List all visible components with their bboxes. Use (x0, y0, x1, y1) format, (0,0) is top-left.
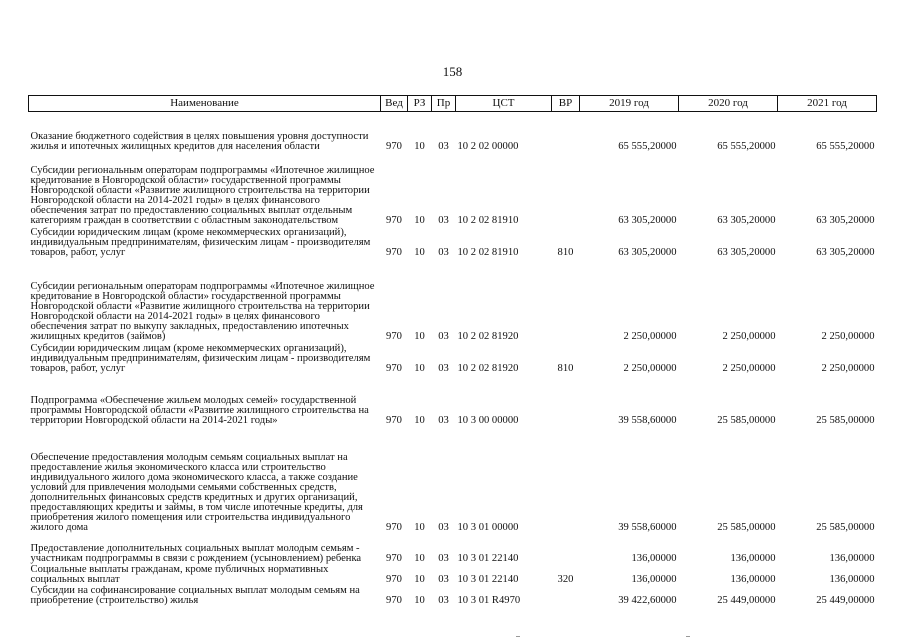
table-row (29, 112, 877, 153)
row-vr: 320 (557, 573, 574, 585)
row-cst: 10 2 02 81910 (457, 215, 519, 227)
row-cst: 10 3 01 00000 (457, 522, 519, 534)
row-pr: 03 (438, 215, 449, 227)
row-ved: 970 (386, 522, 402, 534)
row-2020: 2 250,00000 (722, 331, 776, 343)
row-2020: 63 305,20000 (717, 247, 776, 259)
row-2020: 25 585,00000 (717, 415, 776, 427)
table-row (29, 534, 877, 565)
row-pr: 03 (438, 331, 449, 343)
row-2020: 136,00000 (730, 553, 776, 565)
row-name: Субсидии юридическим лицам (кроме некоммерческих организаций), индивидуальным предпринимателям, физическим лицам - производителям товаров, работ, услуг (30, 343, 371, 375)
row-pr: 03 (438, 141, 449, 153)
row-2019: 136,00000 (631, 553, 677, 565)
row-pr: 03 (438, 247, 449, 259)
row-vr (552, 427, 580, 534)
row-cst: 10 3 01 R4970 (457, 594, 521, 606)
table-row (29, 227, 877, 259)
row-2019: 63 305,20000 (618, 247, 677, 259)
row-cst: 10 2 02 81920 (457, 331, 519, 343)
row-name: Обеспечение предоставления молодым семьям социальных выплат на предоставление жилья экономического класса или строительство индивидуального жилого дома экономического класса, а также создание условий для привлечения молодыми семьями собственных средств, дополнительных финансовых средств кредитных и других организаций, предоставляющих кредиты и займы, в том числе ипотечные кредиты, для приобретения жилого помещения или строительства индивидуального жилого дома (30, 451, 363, 534)
page-number: 158 (442, 64, 463, 79)
header-ved: Вед (381, 96, 408, 112)
header-vr: ВР (552, 96, 580, 112)
table-row (29, 585, 877, 606)
row-ved: 970 (386, 553, 402, 565)
row-cst: 10 2 02 81920 (457, 363, 519, 375)
scan-mark (686, 636, 690, 637)
row-ved: 970 (386, 215, 402, 227)
row-name: Субсидии региональным операторам подпрограммы «Ипотечное жилищное кредитование в Новгородской области» государственной программы Новгородской области «Развитие жилищного строительства на территории Новгородской области на 2014-2021 годы» в целях финансового обеспечения затрат по предоставлению социальных выплат отдельным категориям граждан в соответствии с областным законодательством (30, 164, 375, 227)
row-2021: 63 305,20000 (816, 215, 875, 227)
row-vr (552, 112, 580, 153)
row-vr (552, 534, 580, 565)
row-2020: 63 305,20000 (717, 215, 776, 227)
row-2021: 25 585,00000 (816, 415, 875, 427)
row-2021: 63 305,20000 (816, 247, 875, 259)
row-2021: 2 250,00000 (821, 363, 875, 375)
row-2021: 65 555,20000 (816, 141, 875, 153)
row-2021: 25 585,00000 (816, 522, 875, 534)
row-vr (552, 259, 580, 343)
row-cst: 10 2 02 00000 (457, 141, 519, 153)
header-2021: 2021 год (778, 96, 877, 112)
row-ved: 970 (386, 247, 402, 259)
row-ved: 970 (386, 594, 402, 606)
row-vr: 810 (557, 363, 574, 375)
table-row (29, 427, 877, 534)
row-2020: 2 250,00000 (722, 363, 776, 375)
row-2019: 136,00000 (631, 573, 677, 585)
row-rz: 10 (414, 331, 425, 343)
row-2021: 136,00000 (829, 573, 875, 585)
row-cst: 10 2 02 81910 (457, 247, 519, 259)
row-name: Субсидии региональным операторам подпрограммы «Ипотечное жилищное кредитование в Новгородской области» государственной программы Новгородской области «Развитие жилищного строительства на территории Новгородской области на 2014-2021 годы» в целях финансового обеспечения затрат по выкупу закладных, предоставлению ипотечных жилищных кредитов (займов) (30, 280, 375, 343)
row-2019: 2 250,00000 (623, 363, 677, 375)
row-cst: 10 3 01 22140 (457, 573, 519, 585)
row-vr: 810 (557, 247, 574, 259)
row-name: Субсидии юридическим лицам (кроме некоммерческих организаций), индивидуальным предпринимателям, физическим лицам - производителям товаров, работ, услуг (30, 227, 371, 259)
table-row (29, 565, 877, 585)
row-pr: 03 (438, 363, 449, 375)
row-2019: 63 305,20000 (618, 215, 677, 227)
row-pr: 03 (438, 594, 449, 606)
row-vr (552, 153, 580, 227)
row-rz: 10 (414, 573, 425, 585)
row-2020: 65 555,20000 (717, 141, 776, 153)
row-rz: 10 (414, 415, 425, 427)
row-rz: 10 (414, 215, 425, 227)
row-vr (552, 375, 580, 427)
row-2020: 25 585,00000 (717, 522, 776, 534)
row-ved: 970 (386, 363, 402, 375)
row-name: Субсидии на софинансирование социальных выплат молодым семьям на приобретение (строительство) жилья (30, 584, 360, 606)
row-rz: 10 (414, 363, 425, 375)
row-name: Подпрограмма «Обеспечение жильем молодых семей» государственной программы Новгородской области «Развитие жилищного строительства на территории Новгородской области на 2014-2021 годы» (30, 395, 369, 427)
row-rz: 10 (414, 141, 425, 153)
row-cst: 10 3 00 00000 (457, 415, 519, 427)
table-header-row (29, 96, 877, 112)
row-pr: 03 (438, 415, 449, 427)
row-2019: 39 558,60000 (618, 415, 677, 427)
table-row (29, 375, 877, 427)
row-vr (552, 585, 580, 606)
table-body (29, 112, 877, 606)
budget-table (28, 95, 877, 606)
row-2019: 39 422,60000 (618, 594, 677, 606)
row-rz: 10 (414, 594, 425, 606)
row-2019: 39 558,60000 (618, 522, 677, 534)
table-row (29, 259, 877, 343)
row-rz: 10 (414, 522, 425, 534)
header-cst: ЦСТ (456, 96, 552, 112)
header-name: Наименование (29, 96, 381, 112)
row-2019: 2 250,00000 (623, 331, 677, 343)
row-2019: 65 555,20000 (618, 141, 677, 153)
row-2021: 2 250,00000 (821, 331, 875, 343)
row-name: Предоставление дополнительных социальных выплат молодым семьям - участникам подпрограммы в связи с рождением (усыновлением) ребенка (30, 543, 362, 565)
row-cst: 10 3 01 22140 (457, 553, 519, 565)
table-row (29, 343, 877, 375)
header-pr: Пр (432, 96, 456, 112)
row-ved: 970 (386, 141, 402, 153)
header-rz: РЗ (408, 96, 432, 112)
row-pr: 03 (438, 522, 449, 534)
row-name: Оказание бюджетного содействия в целях повышения уровня доступности жилья и ипотечных жилищных кредитов для населения области (30, 131, 369, 153)
row-pr: 03 (438, 553, 449, 565)
row-pr: 03 (438, 573, 449, 585)
row-2021: 136,00000 (829, 553, 875, 565)
table-row (29, 153, 877, 227)
row-ved: 970 (386, 331, 402, 343)
row-name: Социальные выплаты гражданам, кроме публичных нормативных социальных выплат (30, 563, 329, 585)
scan-mark (516, 636, 520, 637)
row-2021: 25 449,00000 (816, 594, 875, 606)
row-2020: 25 449,00000 (717, 594, 776, 606)
header-2019: 2019 год (580, 96, 679, 112)
row-rz: 10 (414, 553, 425, 565)
row-ved: 970 (386, 415, 402, 427)
row-ved: 970 (386, 573, 402, 585)
header-2020: 2020 год (679, 96, 778, 112)
row-2020: 136,00000 (730, 573, 776, 585)
row-rz: 10 (414, 247, 425, 259)
